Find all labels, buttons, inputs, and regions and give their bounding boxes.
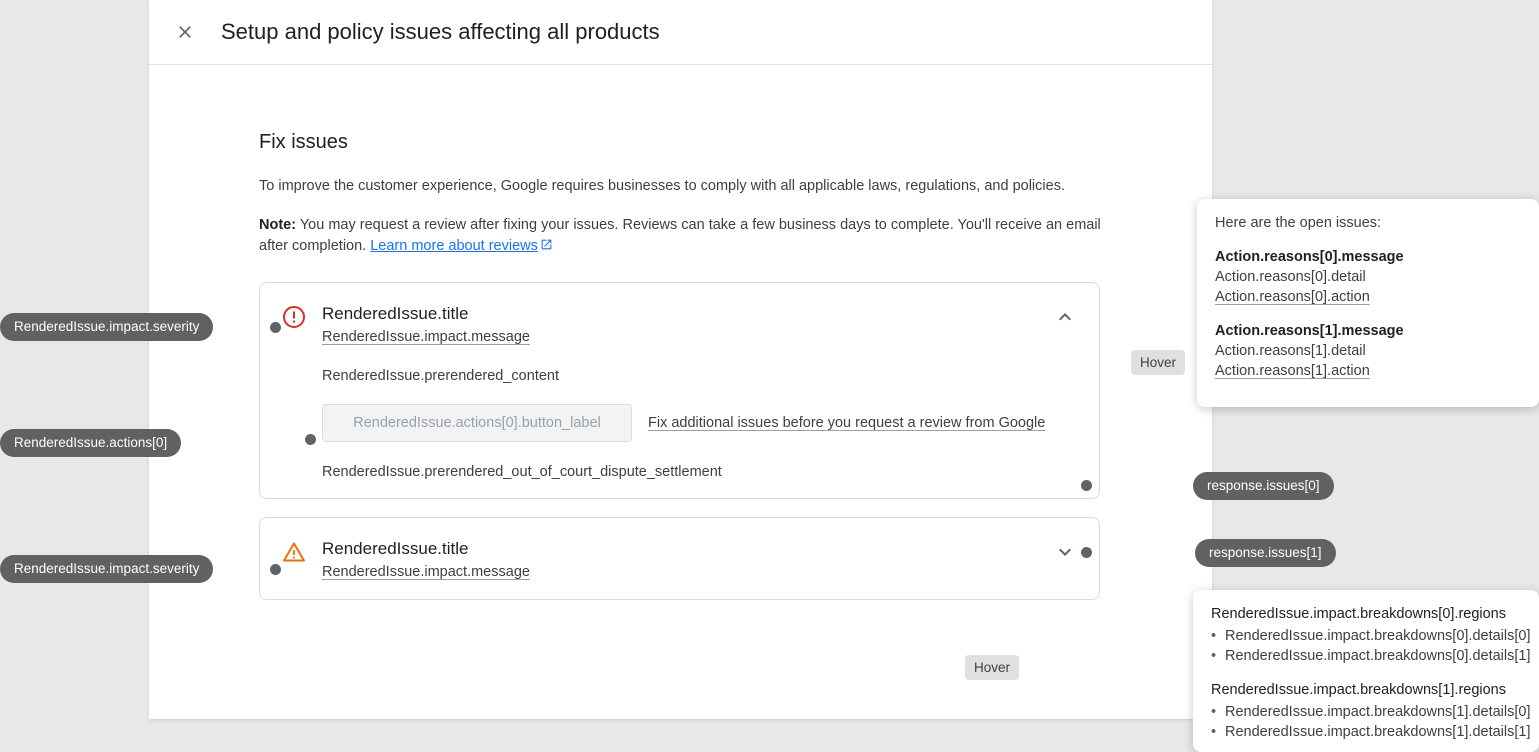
annotation-dot [1081,480,1092,491]
issue-card[interactable] [259,282,1100,499]
annotation-dot [305,434,316,445]
dialog-body [149,65,1212,600]
issue-header [282,303,1077,346]
breakdown-group [1211,682,1531,740]
annotation-dot [270,322,281,333]
warning-icon [282,540,306,564]
note-label: Note: [259,217,297,234]
out-of-court-dispute-text: RenderedIssue.prerendered_out_of_court_dispute_settlement [322,464,722,481]
annotation-pill-actions-0: RenderedIssue.actions[0] [0,429,181,457]
reason-action-link[interactable]: Action.reasons[0].action [1215,289,1370,305]
annotation-pill-severity-2: RenderedIssue.impact.severity [0,555,213,583]
reason-detail: Action.reasons[1].detail [1215,343,1366,359]
note-text [259,215,1104,258]
intro-text: To improve the customer experience, Google requires businesses to comply with all applicable laws, regulations, and policies. [259,178,1065,194]
breakdown-detail: • RenderedIssue.impact.breakdowns[1].details[1] [1225,724,1521,740]
action-note: Fix additional issues before you request a review from Google [648,415,1046,432]
breakdown-group [1211,606,1531,664]
learn-more-link[interactable]: Learn more about reviews [370,238,538,255]
section-title: Fix issues [259,131,348,153]
error-icon [282,305,306,329]
chevron-up-icon[interactable] [1053,305,1077,329]
issues-dialog [149,0,1212,719]
issue-title: RenderedIssue.title [322,539,469,559]
chevron-down-icon[interactable] [1053,540,1077,564]
external-link-icon [540,237,553,258]
annotation-pill-issues-0: response.issues[0] [1193,472,1334,500]
tooltip-impact-breakdowns [1193,590,1539,752]
breakdown-detail: • RenderedIssue.impact.breakdowns[1].details[0] [1225,704,1521,720]
dialog-header [149,0,1212,65]
breakdown-detail: • RenderedIssue.impact.breakdowns[0].details[1] [1225,648,1521,664]
tooltip-open-issues [1197,199,1539,407]
annotation-dot [270,564,281,575]
reason-message: Action.reasons[0].message [1215,249,1404,265]
issue-texts [322,538,1053,581]
page-title: Setup and policy issues affecting all products [221,19,660,44]
tooltip-reason-group [1215,249,1521,305]
close-icon[interactable] [165,12,205,52]
hover-chip-top: Hover [1131,350,1185,375]
tooltip-reason-group [1215,323,1521,379]
reason-action-link[interactable]: Action.reasons[1].action [1215,363,1370,379]
issue-impact-message: RenderedIssue.impact.message [322,564,530,581]
note-body: You may request a review after fixing your issues. Reviews can take a few business days to complete. You'll receive an email after completion. [259,217,1101,255]
annotation-pill-severity-1: RenderedIssue.impact.severity [0,313,213,341]
annotation-pill-issues-1: response.issues[1] [1195,539,1336,567]
tooltip-lead: Here are the open issues: [1215,215,1382,231]
issue-card[interactable] [259,517,1100,600]
prerendered-content: RenderedIssue.prerendered_content [322,368,559,385]
reason-message: Action.reasons[1].message [1215,323,1404,339]
hover-chip-bottom: Hover [965,655,1019,680]
action-row [322,404,1077,442]
issue-impact-message: RenderedIssue.impact.message [322,329,530,346]
reason-detail: Action.reasons[0].detail [1215,269,1366,285]
issue-header [282,538,1077,581]
breakdown-regions: RenderedIssue.impact.breakdowns[0].regions [1211,606,1506,622]
issue-texts [322,303,1053,346]
breakdown-detail: • RenderedIssue.impact.breakdowns[0].details[0] [1225,628,1521,644]
issue-title: RenderedIssue.title [322,304,469,324]
issue-content [322,368,1077,480]
issue-action-button[interactable]: RenderedIssue.actions[0].button_label [322,404,632,442]
annotation-dot [1081,547,1092,558]
breakdown-regions: RenderedIssue.impact.breakdowns[1].regions [1211,682,1506,698]
